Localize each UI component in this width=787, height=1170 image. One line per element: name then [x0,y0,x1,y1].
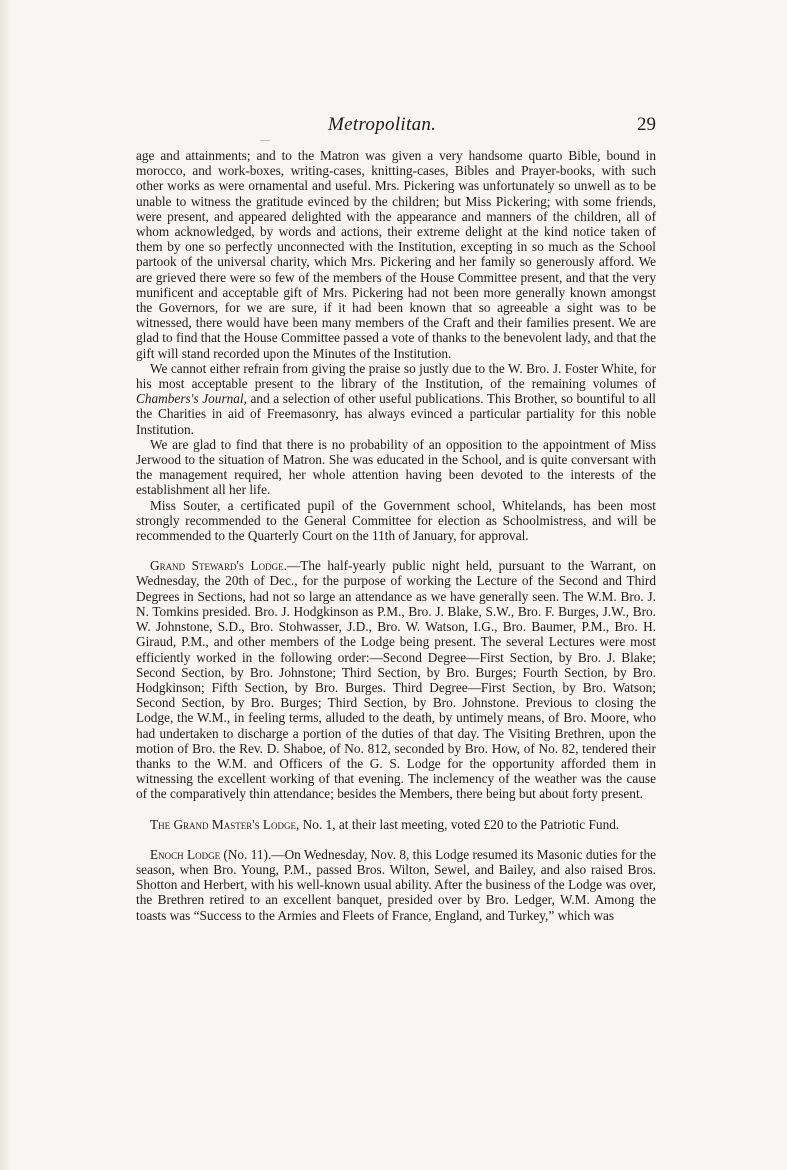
page-header [136,114,656,138]
header-rule [260,140,270,141]
paragraph-text: We cannot either refrain from giving the praise so justly due to the W. Bro. J. Foster White, for his most acceptable present to the library of the Institution, of the remaining volumes of [136,360,656,392]
paragraph-library-gift [136,361,656,437]
section-heading: Grand Steward's Lodge. [150,558,287,574]
paragraph-orphanage-gifts: age and attainments; and to the Matron was given a very handsome quarto Bible, bound in morocco, and work-boxes, writing-cases, knitting-cases, Bibles and Prayer-books, with such other works as were ornamental and useful. Mrs. Pickering was unfortunately so unwell as to be unable to witness the gratitude evinced by the children; but Miss Pickering; with some friends, were present, and appeared delighted with the appearance and manners of the children, all of whom acknowledged, by words and actions, their extreme delight at the kind notice taken of them by one so perfectly unconnected with the Institution, excepting in so much as the School partook of the universal charity, which Mrs. Pickering and her family so generously afford. We are grieved there were so few of the members of the House Committee present, and that the very munificent and acceptable gift of Mrs. Pickering had not been more generally known amongst the Governors, for we are sure, if it had been known that so agreeable a sight was to be witnessed, there would have been many members of the Craft and their families present. We are glad to find that the House Committee passed a vote of thanks to the benevolent lady, and that the gift will stand recorded upon the Minutes of the Institution. [136,148,656,361]
paragraph-grand-masters-lodge [136,817,656,832]
paragraph-text: and a selection of other useful publications. This Brother, so bountiful to all the Charities in aid of Freemasonry, has always evinced a particular partiality for this noble Institution. [136,391,656,437]
section-heading: Enoch Lodge [150,846,221,862]
journal-title: Chambers's Journal, [136,391,247,407]
page-gutter [0,0,12,1170]
paragraph-grand-stewards-lodge [136,558,656,801]
paragraph-matron: We are glad to find that there is no probability of an opposition to the appointment of Miss Jerwood to the situation of Matron. She was educated in the School, and is quite conversant with the management required, her whole attention having been devoted to the interests of the establishment all her life. [136,436,656,498]
paragraph-schoolmistress: Miss Souter, a certificated pupil of the Government school, Whitelands, has been most strongly recommended to the General Committee for election as Schoolmistress, and will be recommended to the Quarterly Court on the 11th of January, for approval. [136,497,656,544]
paragraph-text: (No. 11).—On Wednesday, Nov. 8, this Lodge resumed its Masonic duties for the season, when Bro. Young, P.M., passed Bros. Wilton, Sewel, and Bailey, and also raised Bros. Shotton and Herbert, with his well-known usual ability. After the business of the Lodge was over, the Brethren retired to an excellent banquet, presided over by Bro. Ledger, W.M. Among the toasts was “Success to the Armies and Fleets of France, England, and Turkey,” which was [136,846,657,923]
article-body [136,148,656,923]
page-number: 29 [637,114,656,135]
section-heading: The Grand Master's Lodge, [150,816,300,832]
paragraph-text: No. 1, at their last meeting, voted £20 to the Patriotic Fund. [299,816,620,832]
paragraph-text: —The half-yearly public night held, pursuant to the Warrant, on Wednesday, the 20th of Dec., for the purpose of working the Lecture of the Second and Third Degrees in Sections, had not so large an attendance as we have generally seen. The W.M. Bro. J. N. Tomkins presided. Bro. J. Hodgkinson as P.M., Bro. J. Blake, S.W., Bro. F. Burges, J.W., Bro. W. Johnstone, S.D., Bro. Stohwasser, J.D., Bro. W. Watson, I.G., Bro. Baumer, P.M., Bro. H. Giraud, P.M., and other members of the Lodge being present. The several Lectures were most efficiently worked in the following order:—Second Degree—First Section, by Bro. J. Blake; Second Section, by Bro. Johnstone; Third Section, by Bro. Burges; Fourth Section, by Bro. Hodgkinson; Fifth Section, by Bro. Burges. Third Degree—First Section, by Bro. Watson; Second Section, by Bro. Burges; Third Section, by Bro. Johnstone. Previous to closing the Lodge, the W.M., in feeling terms, alluded to the death, by untimely means, of Bro. Moore, who had undertaken to discharge a portion of the duties of that day. The Visiting Brethren, upon the motion of Bro. the Rev. D. Shaboe, of No. 812, seconded by Bro. How, of No. 82, tendered their thanks to the W.M. and Officers of the G. S. Lodge for the opportunity afforded them in witnessing the excellent working of that evening. The inclemency of the weather was the cause of the comparatively thin attendance; besides the Members, there being but about forty present. [136,558,656,802]
paragraph-enoch-lodge [136,847,656,923]
running-head: Metropolitan. [328,114,437,135]
